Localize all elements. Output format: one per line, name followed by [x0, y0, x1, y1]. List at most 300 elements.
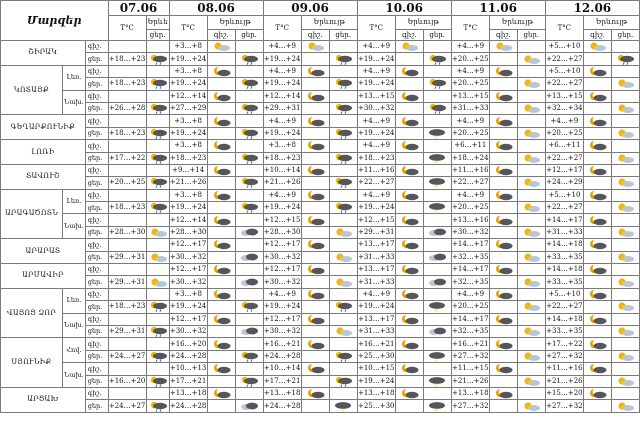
- temperature-value: +16…+20: [108, 375, 146, 387]
- cloud-icon: [423, 325, 451, 337]
- period-label: գիշ.: [85, 387, 108, 399]
- temperature-value: +24…+28: [169, 350, 207, 362]
- temperature-value: [108, 338, 146, 350]
- sub-area-label: Նախ.: [63, 363, 86, 388]
- moon-cloud-icon: [301, 65, 329, 77]
- cloud-rain-icon: [146, 177, 169, 189]
- temperature-value: +22…+27: [545, 78, 583, 90]
- moon-cloud-icon: [301, 90, 329, 102]
- temperature-value: +4…+9: [357, 41, 395, 53]
- temperature-value: +27…+32: [451, 400, 489, 412]
- sun-icon: [517, 301, 545, 313]
- sub-area-label: Լեռ.: [63, 65, 86, 90]
- temperature-value: +29…+31: [108, 251, 146, 263]
- cloud-rain-icon: [235, 152, 263, 164]
- empty-cell: [235, 189, 263, 201]
- temperature-value: +25…+30: [357, 400, 395, 412]
- empty-cell: [423, 90, 451, 102]
- empty-cell: [423, 288, 451, 300]
- empty-cell: [329, 239, 357, 251]
- temperature-value: +22…+27: [545, 53, 583, 65]
- empty-cell: [584, 53, 612, 65]
- empty-cell: [395, 127, 423, 139]
- night-label-3: գիշ.: [395, 30, 423, 41]
- empty-cell: [489, 226, 517, 238]
- temp-label-3: T°C: [357, 16, 395, 41]
- moon-cloud-icon: [207, 65, 235, 77]
- period-label: ցեր.: [85, 375, 108, 387]
- sun-icon: [489, 41, 517, 53]
- empty-cell: [329, 140, 357, 152]
- temperature-value: +18…+23: [169, 152, 207, 164]
- temperature-value: +22…+27: [545, 301, 583, 313]
- empty-cell: [301, 375, 329, 387]
- empty-cell: [207, 276, 235, 288]
- moon-cloud-icon: [584, 189, 612, 201]
- night-label-5: գիշ.: [584, 30, 612, 41]
- region-name: ԱՐԱԳԱԾՈՏՆ: [1, 189, 63, 239]
- temperature-value: +13…+17: [357, 264, 395, 276]
- day-label-1: ցեր.: [235, 30, 263, 41]
- empty-cell: [611, 90, 639, 102]
- empty-cell: [611, 264, 639, 276]
- table-row: [1, 65, 640, 77]
- moon-cloud-icon: [301, 239, 329, 251]
- sun-icon: [611, 202, 639, 214]
- empty-cell: [423, 264, 451, 276]
- empty-cell: [146, 41, 169, 53]
- moon-cloud-icon: [489, 264, 517, 276]
- temperature-value: +14…+17: [545, 214, 583, 226]
- empty-cell: [423, 214, 451, 226]
- period-label: ցեր.: [85, 177, 108, 189]
- temperature-value: +14…+18: [545, 264, 583, 276]
- empty-cell: [517, 140, 545, 152]
- temperature-value: +19…+24: [169, 53, 207, 65]
- table-row: [1, 152, 640, 164]
- temperature-value: +12…+17: [169, 313, 207, 325]
- empty-cell: [235, 41, 263, 53]
- temperature-value: +4…+9: [263, 41, 301, 53]
- temperature-value: +30…+32: [263, 325, 301, 337]
- region-name: ՍՅՈՒՆԻՔ: [1, 338, 63, 388]
- moon-cloud-icon: [489, 239, 517, 251]
- empty-cell: [235, 363, 263, 375]
- temperature-value: +24…+27: [108, 400, 146, 412]
- sun-icon: [329, 251, 357, 263]
- weather-label-2: Երևույթ: [301, 16, 357, 30]
- day-label-5: ցեր.: [611, 30, 639, 41]
- moon-cloud-icon: [584, 239, 612, 251]
- storm-icon: [423, 350, 451, 362]
- temperature-value: +15…+20: [545, 387, 583, 399]
- sun-icon: [517, 350, 545, 362]
- table-row: [1, 115, 640, 127]
- temperature-value: +27…+32: [545, 350, 583, 362]
- regions-header: Մարզեր: [1, 1, 109, 41]
- table-row: [1, 102, 640, 114]
- moon-cloud-icon: [395, 189, 423, 201]
- temperature-value: +13…+15: [545, 90, 583, 102]
- empty-cell: [146, 140, 169, 152]
- empty-cell: [207, 325, 235, 337]
- empty-cell: [301, 350, 329, 362]
- cloud-rain-icon: [235, 301, 263, 313]
- temperature-value: +20…+25: [451, 78, 489, 90]
- temperature-value: +9…+14: [169, 164, 207, 176]
- temperature-value: +24…+28: [169, 400, 207, 412]
- sun-icon: [517, 251, 545, 263]
- temperature-value: +12…+17: [263, 264, 301, 276]
- temperature-value: +14…+18: [545, 313, 583, 325]
- empty-cell: [301, 53, 329, 65]
- cloud-icon: [235, 325, 263, 337]
- sun-icon: [611, 276, 639, 288]
- empty-cell: [146, 214, 169, 226]
- moon-cloud-icon: [301, 363, 329, 375]
- empty-cell: [395, 177, 423, 189]
- moon-cloud-icon: [395, 387, 423, 399]
- moon-cloud-icon: [301, 288, 329, 300]
- temperature-value: +4…+9: [451, 288, 489, 300]
- temperature-value: +12…+14: [169, 90, 207, 102]
- empty-cell: [611, 338, 639, 350]
- empty-cell: [517, 338, 545, 350]
- empty-cell: [146, 338, 169, 350]
- empty-cell: [301, 202, 329, 214]
- empty-cell: [329, 264, 357, 276]
- moon-cloud-icon: [584, 164, 612, 176]
- table-row: [1, 400, 640, 412]
- temperature-value: +12…+17: [263, 313, 301, 325]
- empty-cell: [146, 363, 169, 375]
- empty-cell: [329, 387, 357, 399]
- empty-cell: [301, 226, 329, 238]
- night-label-2: գիշ.: [301, 30, 329, 41]
- moon-cloud-icon: [489, 288, 517, 300]
- empty-cell: [329, 41, 357, 53]
- temperature-value: +4…+9: [545, 115, 583, 127]
- empty-cell: [146, 264, 169, 276]
- temperature-value: +4…+9: [451, 41, 489, 53]
- temperature-value: +13…+18: [263, 387, 301, 399]
- temperature-value: +13…+18: [169, 387, 207, 399]
- temperature-value: [108, 239, 146, 251]
- empty-cell: [207, 375, 235, 387]
- temperature-value: +29…+31: [263, 102, 301, 114]
- table-row: [1, 140, 640, 152]
- period-label: գիշ.: [85, 338, 108, 350]
- empty-cell: [584, 251, 612, 263]
- region-name: ԳԵՂԱՐՔՈՒՆԻՔ: [1, 115, 86, 140]
- temperature-value: +18…+24: [451, 152, 489, 164]
- sun-icon: [329, 276, 357, 288]
- empty-cell: [146, 239, 169, 251]
- empty-cell: [395, 152, 423, 164]
- sun-icon: [207, 41, 235, 53]
- temperature-value: [108, 164, 146, 176]
- empty-cell: [611, 189, 639, 201]
- moon-cloud-icon: [395, 115, 423, 127]
- moon-cloud-icon: [395, 338, 423, 350]
- empty-cell: [611, 288, 639, 300]
- empty-cell: [235, 264, 263, 276]
- storm-icon: [423, 127, 451, 139]
- temperature-value: +12…+17: [263, 239, 301, 251]
- moon-cloud-icon: [489, 65, 517, 77]
- temperature-value: +20…+25: [451, 202, 489, 214]
- moon-cloud-icon: [584, 214, 612, 226]
- night-label-1: գիշ.: [207, 30, 235, 41]
- temperature-value: +17…+21: [263, 375, 301, 387]
- sun-icon: [517, 127, 545, 139]
- region-name: ԼՈՌԻ: [1, 140, 86, 165]
- empty-cell: [329, 90, 357, 102]
- cloud-rain-icon: [235, 202, 263, 214]
- temperature-value: +19…+24: [263, 301, 301, 313]
- empty-cell: [611, 313, 639, 325]
- temperature-value: +19…+24: [263, 78, 301, 90]
- temperature-value: +21…+26: [545, 375, 583, 387]
- sun-icon: [611, 400, 639, 412]
- empty-cell: [517, 115, 545, 127]
- temperature-value: [108, 90, 146, 102]
- sub-area-label: Լեռ.: [63, 288, 86, 313]
- table-row: [1, 288, 640, 300]
- temperature-value: [108, 41, 146, 53]
- temperature-value: +18…+23: [108, 301, 146, 313]
- period-label: ցեր.: [85, 152, 108, 164]
- temperature-value: +4…+9: [263, 288, 301, 300]
- empty-cell: [146, 387, 169, 399]
- sun-icon: [517, 152, 545, 164]
- empty-cell: [611, 387, 639, 399]
- empty-cell: [301, 400, 329, 412]
- temperature-value: +11…+16: [357, 164, 395, 176]
- cloud-rain-icon: [329, 102, 357, 114]
- period-label: գիշ.: [85, 288, 108, 300]
- temperature-value: +11…+16: [545, 363, 583, 375]
- table-row: [1, 363, 640, 375]
- empty-cell: [517, 239, 545, 251]
- empty-cell: [235, 90, 263, 102]
- empty-cell: [584, 127, 612, 139]
- temperature-value: +3…+8: [169, 41, 207, 53]
- moon-cloud-icon: [584, 264, 612, 276]
- period-label: գիշ.: [85, 363, 108, 375]
- sun-icon: [517, 78, 545, 90]
- temperature-value: +4…+9: [451, 189, 489, 201]
- temperature-value: +18…+23: [263, 152, 301, 164]
- table-row: [1, 41, 640, 53]
- empty-cell: [489, 400, 517, 412]
- cloud-rain-icon: [235, 102, 263, 114]
- moon-cloud-icon: [301, 140, 329, 152]
- empty-cell: [395, 400, 423, 412]
- period-label: գիշ.: [85, 65, 108, 77]
- empty-cell: [301, 177, 329, 189]
- temperature-value: +25…+30: [357, 350, 395, 362]
- empty-cell: [146, 313, 169, 325]
- empty-cell: [329, 164, 357, 176]
- temperature-value: [108, 288, 146, 300]
- empty-cell: [395, 102, 423, 114]
- moon-cloud-icon: [584, 65, 612, 77]
- empty-cell: [584, 202, 612, 214]
- period-label: գիշ.: [85, 140, 108, 152]
- moon-cloud-icon: [584, 140, 612, 152]
- temperature-value: +3…+8: [169, 288, 207, 300]
- cloud-rain-icon: [235, 78, 263, 90]
- empty-cell: [146, 115, 169, 127]
- temperature-value: +4…+9: [357, 65, 395, 77]
- empty-cell: [395, 375, 423, 387]
- empty-cell: [611, 41, 639, 53]
- temperature-value: +22…+27: [357, 177, 395, 189]
- moon-cloud-icon: [395, 65, 423, 77]
- sun-icon: [611, 251, 639, 263]
- temperature-value: +13…+17: [357, 313, 395, 325]
- temperature-value: [108, 214, 146, 226]
- temperature-value: +19…+24: [357, 375, 395, 387]
- empty-cell: [517, 363, 545, 375]
- sub-area-label: Նախ.: [63, 90, 86, 115]
- temperature-value: +19…+24: [357, 53, 395, 65]
- sun-icon: [611, 375, 639, 387]
- cloud-rain-icon: [329, 375, 357, 387]
- empty-cell: [395, 226, 423, 238]
- sun-icon: [611, 127, 639, 139]
- empty-cell: [517, 288, 545, 300]
- moon-cloud-icon: [207, 90, 235, 102]
- empty-cell: [517, 313, 545, 325]
- empty-cell: [517, 164, 545, 176]
- empty-cell: [301, 152, 329, 164]
- empty-cell: [611, 214, 639, 226]
- empty-cell: [584, 350, 612, 362]
- temperature-value: +30…+32: [357, 102, 395, 114]
- empty-cell: [489, 177, 517, 189]
- empty-cell: [146, 189, 169, 201]
- empty-cell: [301, 78, 329, 90]
- cloud-rain-icon: [235, 177, 263, 189]
- temperature-value: +16…+21: [357, 338, 395, 350]
- temperature-value: +28…+30: [169, 226, 207, 238]
- empty-cell: [235, 288, 263, 300]
- moon-cloud-icon: [489, 338, 517, 350]
- moon-cloud-icon: [489, 164, 517, 176]
- temperature-value: +13…+18: [357, 387, 395, 399]
- empty-cell: [611, 65, 639, 77]
- period-label: գիշ.: [85, 313, 108, 325]
- temperature-value: +33…+35: [545, 276, 583, 288]
- temp-label-5: T°C: [545, 16, 583, 41]
- temperature-value: +5…+10: [545, 65, 583, 77]
- sun-icon: [517, 325, 545, 337]
- moon-cloud-icon: [301, 264, 329, 276]
- temperature-value: +5…+10: [545, 41, 583, 53]
- period-label: ցեր.: [85, 53, 108, 65]
- temperature-value: [108, 115, 146, 127]
- empty-cell: [489, 127, 517, 139]
- cloud-rain-icon: [146, 102, 169, 114]
- moon-cloud-icon: [584, 115, 612, 127]
- moon-cloud-icon: [301, 313, 329, 325]
- day-label-0: ցեր.: [146, 30, 169, 41]
- empty-cell: [489, 301, 517, 313]
- cloud-rain-icon: [329, 301, 357, 313]
- temperature-value: +13…+18: [451, 387, 489, 399]
- temperature-value: +13…+15: [357, 90, 395, 102]
- temperature-value: +20…+25: [108, 177, 146, 189]
- temperature-value: +19…+24: [169, 127, 207, 139]
- cloud-rain-icon: [423, 78, 451, 90]
- storm-icon: [423, 301, 451, 313]
- region-name: ՏԱՎՈՒՇ: [1, 164, 86, 189]
- sun-icon: [301, 41, 329, 53]
- empty-cell: [423, 189, 451, 201]
- sun-icon: [329, 325, 357, 337]
- empty-cell: [395, 53, 423, 65]
- empty-cell: [584, 276, 612, 288]
- temperature-value: +3…+8: [169, 115, 207, 127]
- temperature-value: +16…+20: [169, 338, 207, 350]
- empty-cell: [423, 338, 451, 350]
- empty-cell: [207, 202, 235, 214]
- temperature-value: +24…+28: [263, 350, 301, 362]
- sun-icon: [146, 251, 169, 263]
- sun-icon: [611, 78, 639, 90]
- temperature-value: +30…+32: [169, 251, 207, 263]
- empty-cell: [207, 251, 235, 263]
- period-label: ցեր.: [85, 251, 108, 263]
- cloud-icon: [235, 400, 263, 412]
- empty-cell: [395, 350, 423, 362]
- temperature-value: +30…+32: [169, 276, 207, 288]
- cloud-rain-icon: [329, 350, 357, 362]
- temperature-value: +3…+8: [169, 65, 207, 77]
- temperature-value: +4…+9: [263, 115, 301, 127]
- cloud-rain-icon: [329, 177, 357, 189]
- moon-cloud-icon: [489, 115, 517, 127]
- cloud-rain-icon: [146, 127, 169, 139]
- weather-label-4: Երևույթ: [489, 16, 545, 30]
- empty-cell: [301, 102, 329, 114]
- temperature-value: +24…+27: [108, 350, 146, 362]
- date-header-3: 10.06: [357, 1, 451, 16]
- temperature-value: +32…+35: [451, 325, 489, 337]
- day-label-2: ցեր.: [329, 30, 357, 41]
- empty-cell: [584, 102, 612, 114]
- temperature-value: +4…+9: [451, 115, 489, 127]
- temperature-value: +20…+25: [451, 301, 489, 313]
- moon-cloud-icon: [395, 239, 423, 251]
- empty-cell: [423, 115, 451, 127]
- moon-cloud-icon: [207, 239, 235, 251]
- empty-cell: [207, 400, 235, 412]
- moon-cloud-icon: [301, 387, 329, 399]
- period-label: գիշ.: [85, 164, 108, 176]
- temperature-value: +20…+25: [451, 53, 489, 65]
- temperature-value: +12…+15: [357, 214, 395, 226]
- empty-cell: [235, 387, 263, 399]
- temperature-value: +12…+17: [169, 264, 207, 276]
- moon-cloud-icon: [395, 288, 423, 300]
- empty-cell: [517, 387, 545, 399]
- empty-cell: [517, 214, 545, 226]
- storm-icon: [423, 202, 451, 214]
- period-label: ցեր.: [85, 127, 108, 139]
